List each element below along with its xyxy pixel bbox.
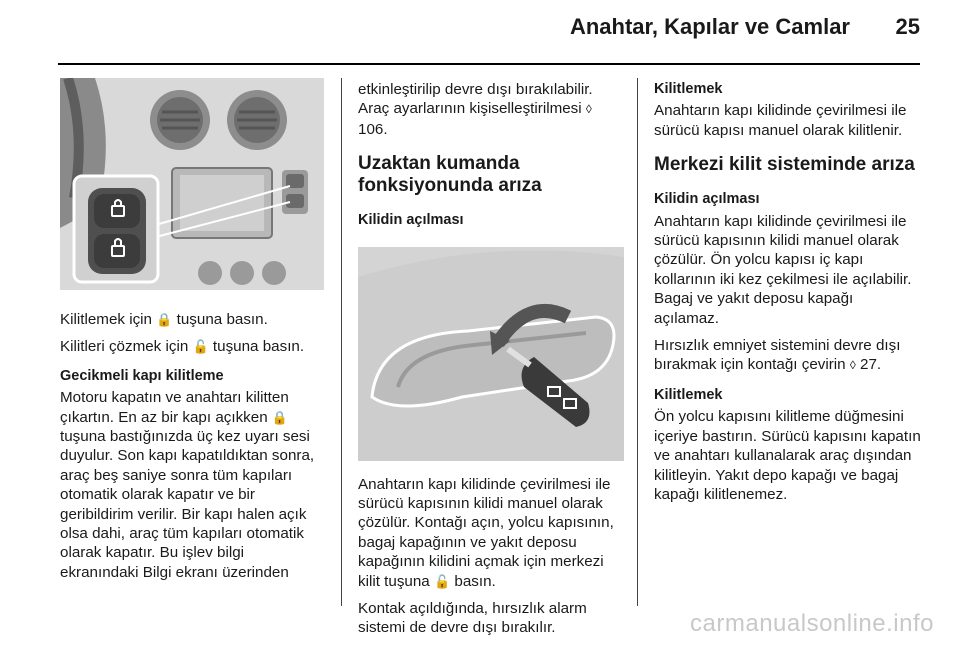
unlock-instruction: [60, 337, 326, 356]
unlocking-text: Anahtarın kapı kilidinde çevirilmesi ile sürücü kapısının kilidi manuel olarak çözülür. Ön yolcu kapısı iç kapı kollarının iki kez çekilmesi ile açılabilir. Bagaj ve yakıt deposu kapağı açılamaz.: [654, 212, 912, 327]
delayed-locking-post: tuşuna bastığınızda üç kez uyarı sesi duyulur. Son kapı kapatıldıktan sonra, araç beş saniye sonra tüm kapıları otomatik olarak kapatır ve bir geribildirim verilir. Bir kapı halen açık olsa dahi, araç tüm kapıları otomatik olarak kapatır. Bu işlev bilgi ekranındaki Bilgi ekranı üzerinden: [60, 428, 315, 581]
running-header-title: Anahtar, Kapılar ve Camlar: [569, 14, 850, 39]
section-heading: Uzaktan kumanda fonksiyonunda arıza: [358, 153, 542, 197]
delayed-locking-text: [60, 388, 326, 582]
continued-text: [358, 80, 624, 139]
door-handle-key-illustration: [358, 247, 624, 461]
key-unlock-text: [358, 475, 624, 591]
lock-instruction-pre: Kilitlemek için: [60, 311, 157, 328]
watermark: carmanualsonline.info: [690, 610, 934, 637]
key-unlock-post: basın.: [450, 572, 496, 590]
page-reference: 27.: [860, 356, 882, 374]
header-rule: [58, 63, 920, 65]
column-left: [60, 78, 326, 590]
dashboard-lock-buttons-illustration: [60, 78, 324, 290]
column-middle: [358, 80, 624, 646]
reference-arrow-icon: ◊: [849, 358, 856, 373]
locking-text: Ön yolcu kapısını kilitleme düğmesini içeriye bastırın. Sürücü kapısını kapatın ve anahtarı kullanalarak araç dışından kilitleyin. Yakıt depo kapağı ve bagaj kapağı kilitlenemez.: [654, 408, 921, 503]
lock-icon: 🔒: [156, 312, 173, 327]
locking-title: Kilitlemek: [654, 81, 723, 97]
key-unlock-pre: Anahtarın kapı kilidinde çevirilmesi ile sürücü kapısının kilidi manuel olarak çözülür. Kontağı açın, yolcu kapısının, bagaj kapağının ve yakıt deposu kapağının kilidini açmak için merkezi kilit tuşuna: [358, 475, 614, 590]
unlock-instruction-pre: Kilitleri çözmek için: [60, 338, 193, 356]
delayed-locking-title: Gecikmeli kapı kilitleme: [60, 367, 224, 384]
column-right: [654, 80, 922, 512]
lock-instruction: [60, 310, 326, 329]
column-divider: [637, 78, 638, 606]
continued-text-pre: etkinleştirilip devre dışı bırakılabilir. Araç ayarlarının kişiselleştirilmesi: [358, 81, 593, 118]
locking-text: Anahtarın kapı kilidinde çevirilmesi ile sürücü kapısı manuel olarak kilitlenir.: [654, 102, 907, 139]
alarm-disable-text: [654, 336, 922, 376]
unlock-icon: 🔓: [192, 339, 209, 355]
page-number: 25: [895, 14, 920, 39]
reference-arrow-icon: ◊: [585, 102, 592, 117]
delayed-locking-pre: Motoru kapatın ve anahtarı kilitten çıkartın. En az bir kapı açıkken: [60, 389, 289, 426]
unlock-instruction-post: tuşuna basın.: [208, 338, 305, 356]
page-reference: 106.: [358, 120, 388, 138]
unlocking-title: Kilidin açılması: [358, 212, 464, 229]
unlock-icon: 🔓: [433, 573, 451, 589]
unlocking-title: Kilidin açılması: [654, 191, 760, 208]
locking-title: Kilitlemek: [654, 386, 723, 403]
column-divider: [341, 78, 342, 606]
alarm-disable-pre: Hırsızlık emniyet sistemini devre dışı bırakmak için kontağı çevirin: [654, 337, 901, 374]
alarm-note: Kontak açıldığında, hırsızlık alarm sistemi de devre dışı bırakılır.: [358, 600, 587, 637]
lock-instruction-post: tuşuna basın.: [172, 311, 268, 328]
section-heading: Merkezi kilit sisteminde arıza: [654, 154, 915, 176]
lock-icon: 🔒: [271, 409, 289, 425]
